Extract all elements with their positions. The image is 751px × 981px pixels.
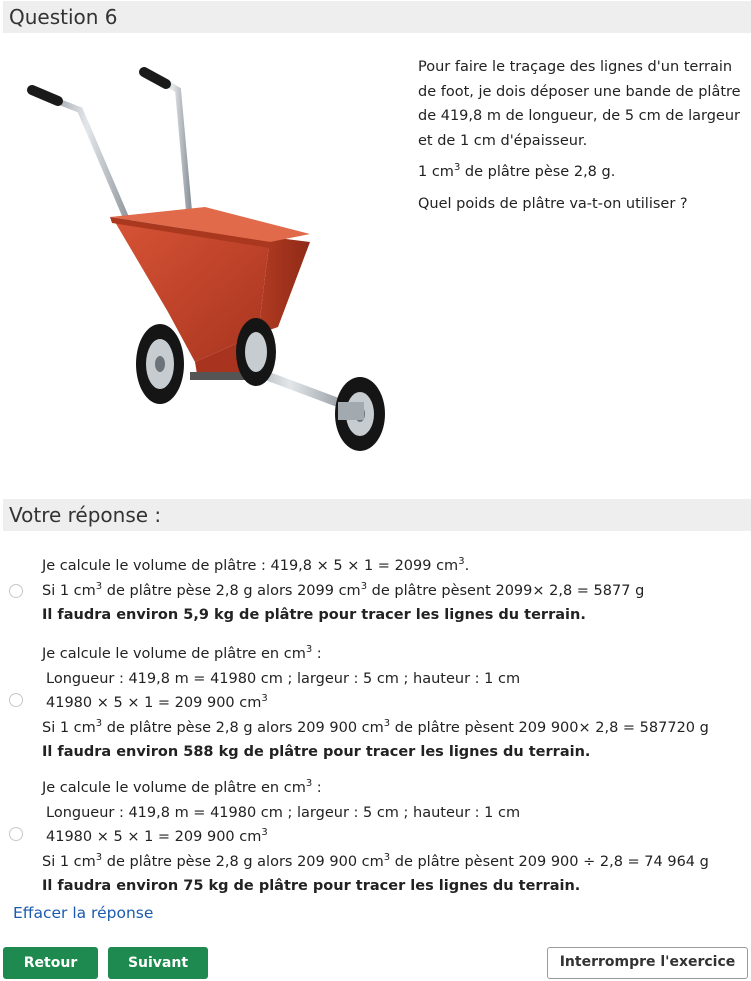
question-paragraph-ask: Quel poids de plâtre va-t-on utiliser ? [418, 195, 688, 212]
next-button[interactable]: Suivant [108, 947, 208, 979]
answer-radio-3[interactable] [9, 827, 23, 841]
option-1-volume-line: Je calcule le volume de plâtre : 419,8 × 5 × 1 = 2099 $cm^3$. [42, 556, 470, 574]
line-marking-cart-image [20, 62, 395, 462]
question-paragraph-density: 1 $cm^3$ de plâtre pèse 2,8 g. [418, 162, 616, 180]
option-2-conclusion: Il faudra environ 588 kg de plâtre pour tracer les lignes du terrain. [42, 744, 591, 760]
question-statement [418, 55, 748, 223]
back-button[interactable]: Retour [3, 947, 98, 979]
option-1-weight-line: Si 1 $cm^3$ de plâtre pèse 2,8 g alors 2099 $cm^3$ de plâtre pèsent 2099× 2,8 = 5877 g [42, 580, 645, 599]
question-paragraph-context: Pour faire le traçage des lignes d'un terrain de foot, je dois déposer une bande de plâtre de 419,8 m de longueur, de 5 cm de largeur et de 1 cm d'épaisseur. [418, 59, 741, 149]
answer-option-1-text [42, 554, 644, 628]
option-1-conclusion: Il faudra environ 5,9 kg de plâtre pour tracer les lignes du terrain. [42, 607, 586, 623]
option-2-calc-line: 41980 × 5 × 1 = 209 900 $cm^3$ [46, 693, 268, 711]
answer-option-2-text [42, 642, 709, 765]
option-2-weight-line: Si 1 $cm^3$ de plâtre pèse 2,8 g alors 209 900 $cm^3$ de plâtre pèsent 209 900× 2,8 = 587720 g [42, 717, 709, 736]
question-title: Question 6 [3, 1, 751, 33]
answer-option-3-text [42, 776, 709, 899]
option-3-dimensions-line: Longueur : 419,8 m = 41980 cm ; largeur : 5 cm ; hauteur : 1 cm [46, 804, 521, 821]
stop-exercise-button[interactable]: Interrompre l'exercice [547, 947, 748, 979]
option-3-weight-line: Si 1 $cm^3$ de plâtre pèse 2,8 g alors 209 900 $cm^3$ de plâtre pèsent 209 900 ÷ 2,8 = 74 964 g [42, 851, 709, 870]
option-2-dimensions-line: Longueur : 419,8 m = 41980 cm ; largeur : 5 cm ; hauteur : 1 cm [46, 670, 521, 687]
answer-radio-2[interactable] [9, 693, 23, 707]
answer-radio-1[interactable] [9, 584, 23, 598]
option-3-conclusion: Il faudra environ 75 kg de plâtre pour tracer les lignes du terrain. [42, 878, 581, 894]
answer-title: Votre réponse : [3, 499, 751, 531]
clear-answer-link[interactable]: Effacer la réponse [13, 904, 154, 922]
option-2-volume-line: Je calcule le volume de plâtre en $cm^3$ : [42, 644, 322, 662]
option-3-volume-line: Je calcule le volume de plâtre en $cm^3$ : [42, 778, 322, 796]
option-3-calc-line: 41980 × 5 × 1 = 209 900 $cm^3$ [46, 827, 268, 845]
